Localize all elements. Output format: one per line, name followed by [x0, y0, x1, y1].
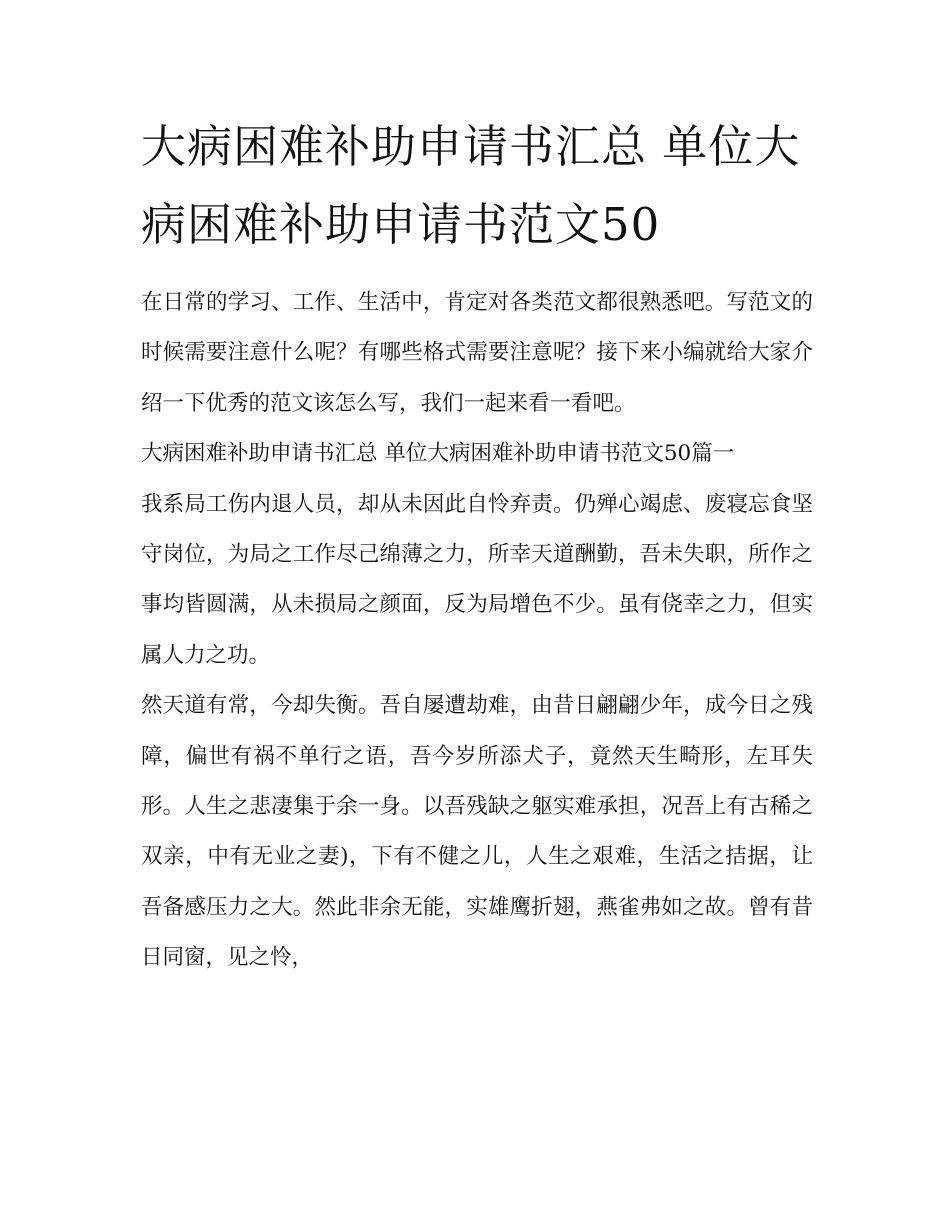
document-body — [141, 108, 813, 984]
document-title: 大病困难补助申请书汇总 单位大病困难补助申请书范文50 — [141, 120, 801, 251]
body-paragraph-1: 我系局工伤内退人员，却从未因此自怜弃责。仍殚心竭虑、废寝忘食坚守岗位，为局之工作尽己绵薄之力，所幸天道酬勤，吾未失职，所作之事均皆圆满，从未损局之颜面，反为局增色不少。虽有侥幸之力，但实属人力之功。 — [141, 491, 813, 668]
body-paragraph-2: 然天道有常，今却失衡。吾自屡遭劫难，由昔日翩翩少年，成今日之残障，偏世有祸不单行之语，吾今岁所添犬子，竟然天生畸形，左耳失形。人生之悲凄集于余一身。以吾残缺之躯实难承担，况吾上有古稀之双亲，中有无业之妻)，下有不健之儿，人生之艰难，生活之拮据，让吾备感压力之大。然此非余无能，实雄鹰折翅，燕雀弗如之故。曾有昔日同窗，见之怜， — [141, 693, 813, 971]
intro-paragraph: 在日常的学习、工作、生活中，肯定对各类范文都很熟悉吧。写范文的时候需要注意什么呢？有哪些格式需要注意呢？接下来小编就给大家介绍一下优秀的范文该怎么写，我们一起来看一看吧。 — [141, 290, 813, 416]
section-heading: 大病困难补助申请书汇总 单位大病困难补助申请书范文50篇一 — [141, 441, 735, 467]
